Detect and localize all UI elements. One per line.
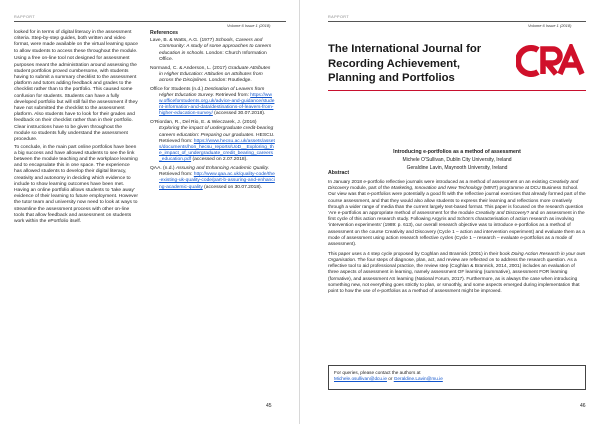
body-paragraph: looked for in terms of digital literacy in the assessment criteria. Step-by-step guides, both written and video format, were made available on the virtual learning space to allow students to access these throughout the module. [14,30,138,54]
reference-title: Assuring and Enhancing Academic Quality. [175,166,270,172]
page-number: 45 [266,403,272,409]
reference-source: London: Church Information Office. [159,50,267,62]
contact-text: For queries, please contact the authors at [334,370,421,375]
journal-rule [328,90,586,91]
reference-author: Lave, B. & Watts, A.G. (1977) [150,38,216,44]
reference-author: QAA. (n.d.) [150,166,176,172]
reference-entry [150,38,275,63]
italic-text: Marketing, Innovation and New Technology [391,186,483,192]
journal-title: The International Journal for Recording Achievement, Planning and Portfolios [328,43,482,84]
reference-author: O’Riordan, R., Del Rio, E. & Wieczarek, J. (2016) [150,120,257,126]
cra-logo [516,44,586,78]
abstract-text: In January 2018 e-portfolio reflective journals were introduced as a method of assessment on an existing [328,180,550,185]
abstract-text: The four steps of diagnose, plan, act, and review are reflected on to address the research question. As a reflective tool to aid professional practice, the review step (Coghlan & Brannick, 2014, 2001) includes an evaluation of three aspects of assessment in learning, namely assessment OF learning (summative), assessment FOR learning (formative), and assessment AS learning (National Forum, 2017). Furthermore, as is always the case when introducing something new, not everything goes strictly to plan, or smoothly, and some aspects emerged during implementation that point to how the use of e-portfolios as a method of assessment might be improved. [328,257,580,294]
reference-entry [150,87,275,118]
reference-accessed: (accessed on 30.07.2018). [202,184,263,190]
reference-entry [150,120,275,163]
reference-title: Graduate Attributes in Higher Education: Attitudes on attributes from across the Disciplines. [159,65,271,83]
author-line: Geraldine Lavin, Maynooth University, Ireland [406,165,508,171]
references-list [150,38,275,191]
reference-title: Destination of Leavers from Higher Education Survey. [159,86,265,98]
abstract-text: ? and on assessment in the first cycle of this action research study. Following Argyris and Schön’s characterisation of action research as involving ‘intervention experiments’ (1989: p. 613), our overall research objective was to introduce e-portfolios as a method of assessment on the course Creativity and Discovery (Cycle 1 – action and intervention experiment) and evaluate them as a mode of assessment using action research reflective cycles (Cycle 1 – research – evaluate e-portfolios as a mode of assessment). [328,211,585,248]
email-link[interactable]: Geraldine.Lavin@mu.ie [393,376,443,382]
reference-link[interactable]: https://www.officeforstudents.org.uk/advice-and-guidance/student-information-and-data/destinations-of-leavers-from-higher-education-survey/ [159,92,275,117]
reference-accessed: (accessed on 2.07.2018). [191,157,248,163]
body-column [14,30,138,227]
author-line: Michele O’Sullivan, Dublin City University, Ireland [402,157,512,163]
reference-entry [150,66,275,85]
reference-source: Retrieved from: [214,92,249,98]
references-column [150,30,275,193]
page-number: 46 [580,403,586,409]
volume-label: Volume 6 Issue 1 (2018) [227,22,271,28]
running-head: RAPPORT [328,15,350,19]
reference-accessed: (accessed 30.07.2018). [212,111,266,117]
volume-label: Volume 6 Issue 1 (2018) [528,22,572,28]
reference-title: Exploring the impact of undergraduate credit-bearing careers education: Preparing our graduates. [159,126,274,138]
abstract-body [328,180,586,299]
article-header [328,148,586,172]
contact-separator: or [386,376,394,382]
reference-author: Normand, C. & Anderson, L. (2017) [150,65,229,71]
running-head: RAPPORT [14,15,36,19]
italic-text: Creativity and Discovery [475,211,527,217]
abstract-text: This paper uses a 4 step cycle proposed by Coghlan and Brannick (2001) in their book [328,251,512,257]
reference-source: HESCU. Retrieved from: [159,132,275,144]
body-paragraph: Using a free on-line tool not designed for assessment purposes meant the administration around assessing the student portfolios proved cumbersome, with students having to submit a summary checklist to the assessment platform and tutors adding feedback and grades to the checklist rather than to the portfolio. This caused some confusion for students. Students can have a fully developed portfolio but will still fail the assessment if they have not submitted the checklist to the assessment platform. Also students have to look for their grades and feedback on their checklist rather than in their portfolio. Clear instructions have to be given throughout the module so students fully understand the assessment procedure. [14,56,138,142]
reference-entry [150,166,275,191]
article-title: Introducing e-portfolios as a method of assessment [393,149,521,155]
reference-source: London: Routledge. [207,77,252,83]
body-paragraph: To conclude, in the main part online portfolios have been a big success and have allowed students to see the link between the module teaching and the workplace learning and to encapsulate this in one space. The experience has allowed students to develop their digital literacy, creativity and autonomy in deciding which evidence to include to show learning outcomes have been met. Having an online portfolio allows students to ‘take away’ evidence of their learning to future employment. However the tutor team and university now need to look at ways to streamline the assessment process with other on-line tools that allow feedback and assessment on students work within the ePortfolio itself. [14,144,138,225]
italic-text: Creativity and Discovery [328,180,579,192]
abstract-paragraph [328,180,586,248]
email-link[interactable]: Michele.osullivan@dcu.ie [334,376,387,382]
abstract-text: module, part of the [348,186,392,192]
references-heading: References [150,30,178,36]
right-page [300,0,600,424]
italic-text: Doing Action Research in your own Organisation. [328,251,586,263]
abstract-heading: Abstract [328,170,350,176]
reference-link[interactable]: http://www.qaa.ac.uk/quality-code/the-existing-uk-quality-code/part-b-assuring-and-enhancing-academic-quality [159,172,275,190]
abstract-paragraph [328,252,586,295]
reference-link[interactable]: https://www.hecsu.ac.uk/assets/assets/documents/hon_hecsu_reports/UoD__Exploring_the_impact_of_undergraduate_credit_bearing_careers_education.pdf [159,138,275,163]
abstract-text: (MINT) programme at DCU Business School. Our view was that e-portfolios were potentially a good fit with the reflective journal exercises that already formed part of the course assessment, and that they would also allow students to express their learning and reflections more creatively through a wider range of media than the current largely text-based format. This paper is focused on the research question ‘Are e-portfolios an appropriate method of assessment for the module [328,186,586,217]
contact-box [328,365,586,390]
reference-source: Retrieved from: [159,172,193,178]
reference-author: Office for Students (n.d.) [150,86,205,92]
reference-title: Schools, Careers and Community: A study of some approaches to careers education in schools. [159,38,272,56]
